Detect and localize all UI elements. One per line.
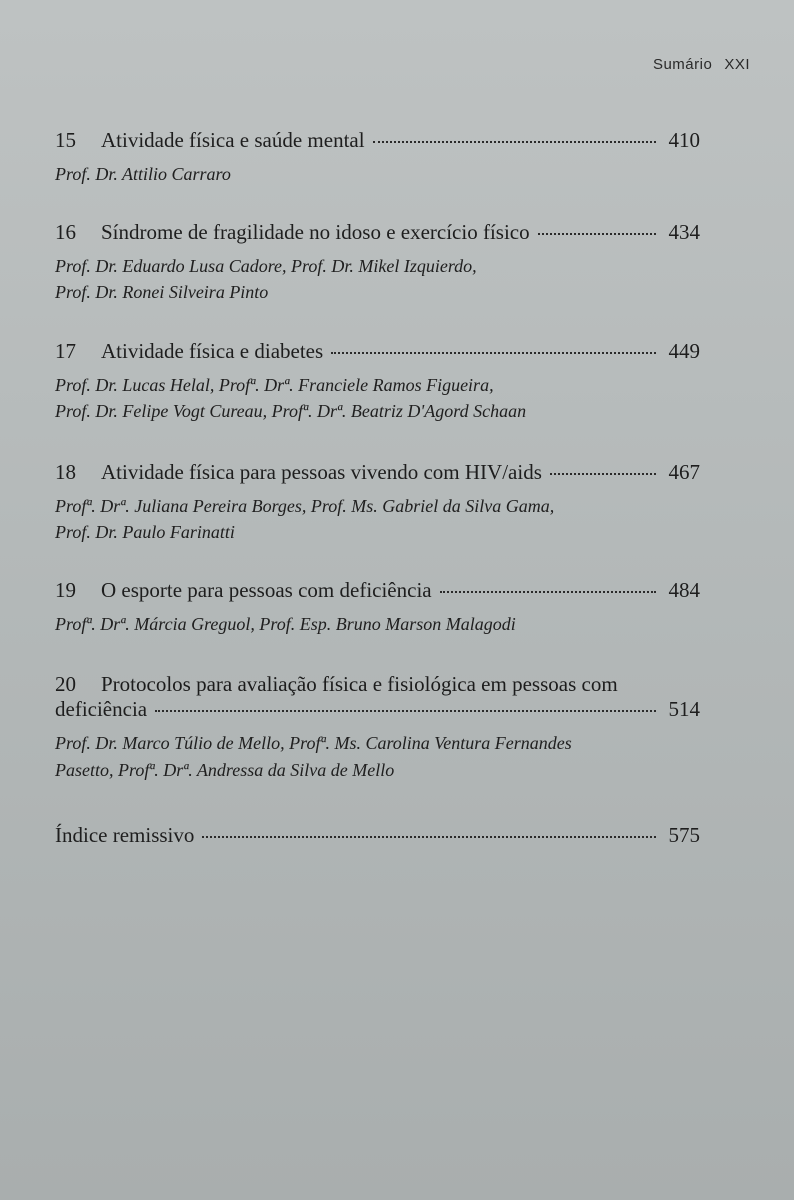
- toc-entry-20[interactable]: [55, 671, 700, 783]
- toc-entry-17[interactable]: [55, 339, 700, 424]
- toc-entry-index[interactable]: [55, 823, 700, 848]
- toc-entry-18[interactable]: [55, 460, 700, 545]
- author-line: Profª. Drª. Márcia Greguol, Prof. Esp. Bruno Marson Malagodi: [55, 614, 516, 635]
- index-page: 575: [668, 823, 700, 847]
- chapter-title[interactable]: Atividade física e diabetes: [101, 339, 324, 363]
- running-header: [653, 56, 750, 73]
- chapter-authors: [55, 253, 700, 305]
- chapter-page: 467: [668, 460, 700, 484]
- toc-entry-15[interactable]: [55, 128, 700, 187]
- dot-leader: [331, 352, 656, 354]
- chapter-title[interactable]: Atividade física e saúde mental: [101, 128, 365, 152]
- dot-leader: [550, 473, 656, 475]
- author-line: Prof. Dr. Attilio Carraro: [55, 164, 231, 185]
- chapter-title-line-2[interactable]: deficiência: [55, 697, 148, 722]
- chapter-page: 410: [668, 128, 700, 152]
- chapter-page: 434: [668, 220, 700, 244]
- chapter-authors: [55, 372, 700, 424]
- header-page-number: XXI: [724, 56, 750, 73]
- author-line: Prof. Dr. Ronei Silveira Pinto: [55, 282, 269, 303]
- author-line: Prof. Dr. Lucas Helal, Profª. Drª. Franciele Ramos Figueira,: [55, 375, 494, 396]
- chapter-title[interactable]: Atividade física para pessoas vivendo com HIV/aids: [101, 460, 542, 484]
- chapter-page: 449: [668, 339, 700, 363]
- author-line: Prof. Dr. Marco Túlio de Mello, Profª. Ms. Carolina Ventura Fernandes: [55, 733, 572, 754]
- chapter-authors: [55, 611, 700, 637]
- chapter-number: 18: [55, 460, 76, 484]
- dot-leader: [202, 836, 656, 838]
- toc-entry-19[interactable]: [55, 578, 700, 637]
- dot-leader: [373, 141, 656, 143]
- author-line: Prof. Dr. Paulo Farinatti: [55, 522, 235, 543]
- toc-entry-16[interactable]: [55, 220, 700, 305]
- index-title[interactable]: Índice remissivo: [55, 823, 195, 847]
- chapter-authors: [55, 493, 700, 545]
- chapter-page: 514: [668, 697, 700, 722]
- author-line: Prof. Dr. Eduardo Lusa Cadore, Prof. Dr. Mikel Izquierdo,: [55, 256, 477, 277]
- chapter-title[interactable]: O esporte para pessoas com deficiência: [101, 578, 432, 602]
- chapter-title-line-1[interactable]: Protocolos para avaliação física e fisiológica em pessoas com: [101, 672, 618, 696]
- chapter-page: 484: [668, 578, 700, 602]
- dot-leader: [440, 591, 656, 593]
- author-line: Prof. Dr. Felipe Vogt Cureau, Profª. Drª. Beatriz D'Agord Schaan: [55, 401, 527, 422]
- chapter-authors: [55, 161, 700, 187]
- dot-leader: [538, 233, 656, 235]
- chapter-title[interactable]: Síndrome de fragilidade no idoso e exercício físico: [101, 220, 530, 244]
- header-section: Sumário: [652, 56, 713, 73]
- author-line: Pasetto, Profª. Drª. Andressa da Silva de Mello: [55, 759, 395, 780]
- dot-leader: [155, 710, 656, 712]
- chapter-authors: [55, 730, 700, 782]
- chapter-number: 20: [55, 672, 76, 696]
- chapter-number: 15: [55, 128, 76, 152]
- chapter-number: 16: [55, 220, 76, 244]
- author-line: Profª. Drª. Juliana Pereira Borges, Prof. Ms. Gabriel da Silva Gama,: [55, 496, 555, 517]
- chapter-number: 17: [55, 339, 76, 363]
- chapter-number: 19: [55, 578, 76, 602]
